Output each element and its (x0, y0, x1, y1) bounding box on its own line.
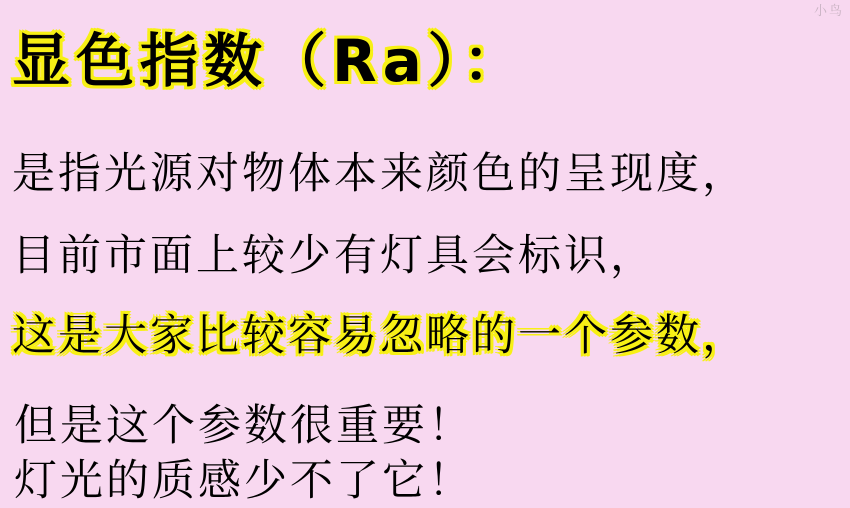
body-line-4: 但是这个参数很重要！ (14, 401, 474, 451)
body-line-5: 灯光的质感少不了它！ (14, 456, 474, 506)
body-line-1: 是指光源对物体本来颜色的呈现度， (12, 149, 748, 199)
body-line-3-highlighted: 这是大家比较容易忽略的一个参数， (12, 311, 748, 361)
body-line-2: 目前市面上较少有灯具会标识， (12, 231, 656, 281)
watermark-text: 小鸟 (813, 4, 844, 19)
title-heading: 显色指数（Ra）： (12, 27, 527, 95)
